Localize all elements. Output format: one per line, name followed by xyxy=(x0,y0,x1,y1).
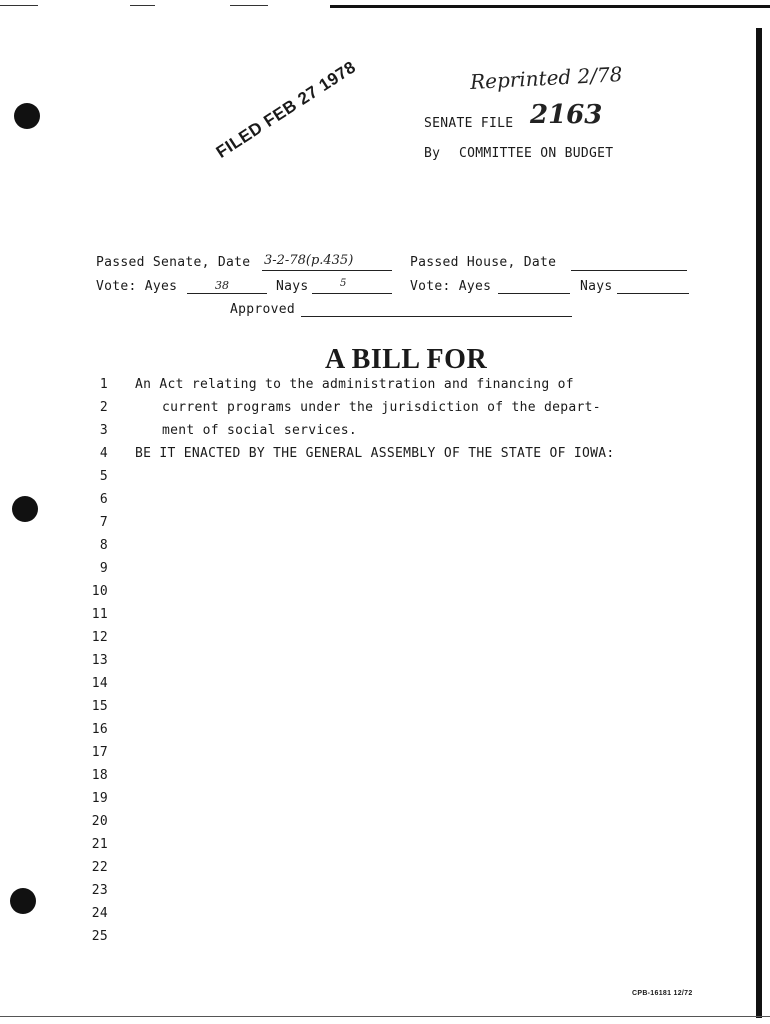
approved-line xyxy=(301,316,572,317)
line-number: 20 xyxy=(91,814,108,829)
passed-senate-date: 3-2-78(p.435) xyxy=(264,253,354,268)
line-number: 14 xyxy=(91,676,108,691)
line-number: 16 xyxy=(91,722,108,737)
right-scan-edge xyxy=(756,28,762,1018)
line-text: An Act relating to the administration and financing of xyxy=(135,377,574,392)
line-number: 17 xyxy=(91,745,108,760)
vote1-nays-line xyxy=(312,293,392,294)
passed-house-label: Passed House, Date xyxy=(410,255,557,270)
punch-hole-middle xyxy=(12,496,38,522)
by-label: By xyxy=(424,146,441,161)
vote2-ayes-line xyxy=(498,293,570,294)
vote1-label: Vote: Ayes xyxy=(96,279,178,294)
filed-date-stamp: FILED FEB 27 1978 xyxy=(212,57,360,162)
line-number: 4 xyxy=(99,446,108,461)
top-scan-edge xyxy=(0,3,770,7)
line-number: 9 xyxy=(99,561,108,576)
line-text: ment of social services. xyxy=(162,423,358,438)
passed-senate-label: Passed Senate, Date xyxy=(96,255,251,270)
committee-name: COMMITTEE ON BUDGET xyxy=(459,146,614,161)
line-number: 13 xyxy=(91,653,108,668)
senate-file-label: SENATE FILE xyxy=(424,116,514,131)
vote2-label: Vote: Ayes xyxy=(410,279,492,294)
line-number: 1 xyxy=(99,377,108,392)
line-number: 18 xyxy=(91,768,108,783)
line-number: 24 xyxy=(91,906,108,921)
vote1-ayes-value: 38 xyxy=(215,279,229,292)
line-text: current programs under the jurisdiction of the depart- xyxy=(162,400,601,415)
line-number: 7 xyxy=(99,515,108,530)
line-number: 21 xyxy=(91,837,108,852)
form-code: CPB-16181 12/72 xyxy=(632,990,693,997)
vote1-nays-value: 5 xyxy=(340,278,347,289)
line-number: 23 xyxy=(91,883,108,898)
line-number: 15 xyxy=(91,699,108,714)
punch-hole-top xyxy=(14,103,40,129)
bill-title: A BILL FOR xyxy=(325,344,488,375)
line-number: 19 xyxy=(91,791,108,806)
line-number: 25 xyxy=(91,929,108,944)
reprinted-annotation: Reprinted 2/78 xyxy=(469,62,624,94)
line-number: 22 xyxy=(91,860,108,875)
passed-senate-date-line xyxy=(262,270,392,271)
bottom-scan-edge xyxy=(0,1016,770,1017)
punch-hole-bottom xyxy=(10,888,36,914)
line-number: 12 xyxy=(91,630,108,645)
nays1-label: Nays xyxy=(276,279,309,294)
line-text: BE IT ENACTED BY THE GENERAL ASSEMBLY OF THE STATE OF IOWA: xyxy=(135,446,615,461)
line-number: 3 xyxy=(99,423,108,438)
line-number: 10 xyxy=(91,584,108,599)
line-number: 2 xyxy=(99,400,108,415)
line-number: 8 xyxy=(99,538,108,553)
senate-file-number: 2163 xyxy=(530,100,603,130)
passed-house-date-line xyxy=(571,270,687,271)
approved-label: Approved xyxy=(230,302,296,317)
line-number: 5 xyxy=(99,469,108,484)
nays2-label: Nays xyxy=(580,279,613,294)
line-number: 6 xyxy=(99,492,108,507)
vote1-ayes-line xyxy=(187,293,267,294)
vote2-nays-line xyxy=(617,293,689,294)
line-number: 11 xyxy=(91,607,108,622)
